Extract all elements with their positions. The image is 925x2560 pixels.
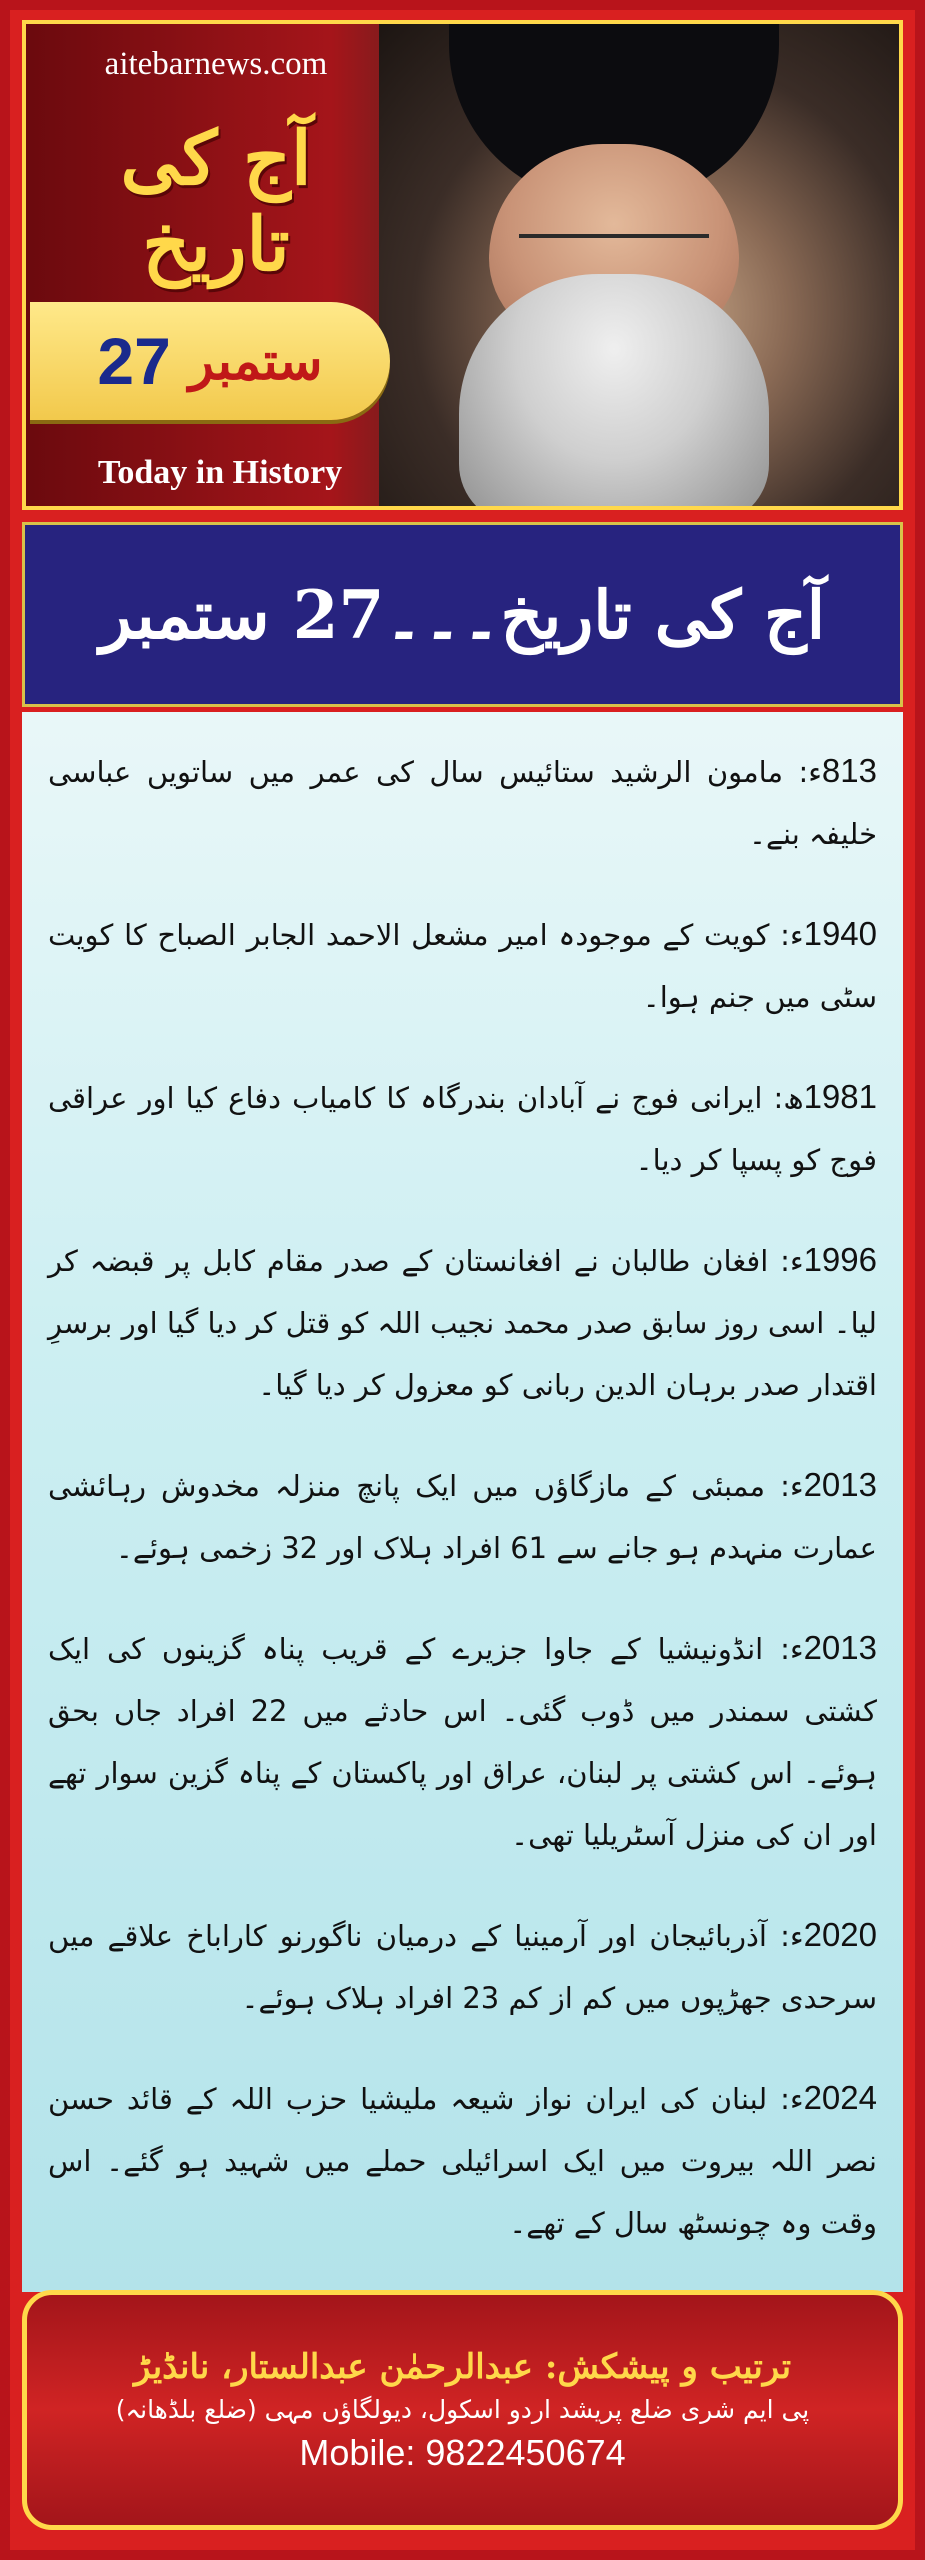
date-badge — [30, 302, 390, 420]
entry-item: 1940ء: کویت کے موجودہ امیر مشعل الاحمد الجابر الصباح کا کویت سٹی میں جنم ہوا۔ — [48, 915, 878, 1014]
entry-year: 1996 — [803, 1241, 877, 1278]
banner-title-urdu: آج کی تاریخ — [120, 116, 312, 288]
entry-item: 2013ء: انڈونیشیا کے جاوا جزیرے کے قریب پناہ گزینوں کی ایک کشتی سمندر میں ڈوب گئی۔ اس حادثے میں 22 افراد جاں بحق ہوئے۔ اس کشتی پر لبنان، عراق اور پاکستان کے پناہ گزین سوار تھے اور ان کی منزل آسٹریلیا تھی۔ — [48, 1629, 877, 1852]
entry-year: 1981 — [803, 1078, 877, 1115]
banner-title-english: Today in History — [97, 454, 343, 491]
entry-year: 2020 — [803, 1916, 878, 1953]
entry-year: 813 — [821, 752, 877, 789]
portrait-beard — [459, 274, 769, 510]
entry-text: انڈونیشیا کے جاوا جزیرے کے قریب پناہ گزینوں کی ایک کشتی سمندر میں ڈوب گئی۔ اس حادثے میں 22 افراد جاں بحق ہوئے۔ اس کشتی پر لبنان، عراق اور پاکستان کے پناہ گزین سوار تھے اور ان کی منزل آسٹریلیا تھی۔ — [48, 1632, 877, 1852]
entry-item: 1981ھ: ایرانی فوج نے آبادان بندرگاہ کا کامیاب دفاع کیا اور عراقی فوج کو پسپا کر دیا۔ — [48, 1078, 877, 1177]
entry-text: ایرانی فوج نے آبادان بندرگاہ کا کامیاب دفاع کیا اور عراقی فوج کو پسپا کر دیا۔ — [48, 1081, 877, 1177]
entry-text: ممبئی کے مازگاؤں میں ایک پانچ منزلہ مخدوش رہائشی عمارت منہدم ہو جانے سے 61 افراد ہلاک اور 32 زخمی ہوئے۔ — [48, 1469, 877, 1565]
date-day: 27 — [97, 324, 171, 398]
entry-text: مامون الرشید ستائیس سال کی عمر میں ساتویں عباسی خلیفہ بنے۔ — [48, 755, 877, 851]
title-bar — [22, 522, 903, 707]
entry-item: 2020ء: آذربائیجان اور آرمینیا کے درمیان ناگورنو کاراباخ علاقے میں سرحدی جھڑپوں میں کم از کم 23 افراد ہلاک ہوئے۔ — [48, 1916, 878, 2015]
credit-school: پی ایم شری ضلع پریشد اردو اسکول، دیولگاؤں مہی (ضلع بلڈھانہ) — [115, 2394, 810, 2424]
entry-era: ء — [789, 1244, 804, 1278]
header-banner — [22, 20, 903, 510]
entry-year: 2013 — [803, 1629, 877, 1666]
entry-era: ء — [789, 1919, 804, 1953]
entry-text: لبنان کی ایران نواز شیعہ ملیشیا حزب اللہ کے قائد حسن نصر اللہ بیروت میں ایک اسرائیلی حملے میں شہید ہو گئے۔ اس وقت وہ چونسٹھ سال کے تھے۔ — [48, 2082, 877, 2240]
entry-era: ء — [789, 918, 804, 952]
site-name: aitebarnews.com — [104, 46, 328, 82]
entry-item: 1996ء: افغان طالبان نے افغانستان کے صدر مقام کابل پر قبضہ کر لیا۔ اسی روز سابق صدر محمد نجیب اللہ کو قتل کر دیا گیا اور برسرِ اقتدار صدر برہان الدین ربانی کو معزول کر دیا گیا۔ — [48, 1241, 877, 1402]
entry-era: ھ — [783, 1081, 804, 1115]
entry-era: ء — [789, 1632, 804, 1666]
credit-author: ترتیب و پیشکش: عبدالرحمٰن عبدالستار، نانڈیڑ — [133, 2346, 792, 2387]
entry-year: 2024 — [803, 2079, 877, 2116]
credit-mobile: Mobile: 9822450674 — [299, 2431, 626, 2473]
entry-year: 2013 — [803, 1466, 877, 1503]
entry-text: افغان طالبان نے افغانستان کے صدر مقام کابل پر قبضہ کر لیا۔ اسی روز سابق صدر محمد نجیب اللہ کو قتل کر دیا گیا اور برسرِ اقتدار صدر برہان الدین ربانی کو معزول کر دیا گیا۔ — [48, 1244, 877, 1402]
entry-item: 813ء: مامون الرشید ستائیس سال کی عمر میں ساتویں عباسی خلیفہ بنے۔ — [48, 752, 877, 851]
credits-footer — [22, 2290, 903, 2530]
history-entries — [22, 712, 903, 2292]
entry-item: 2024ء: لبنان کی ایران نواز شیعہ ملیشیا حزب اللہ کے قائد حسن نصر اللہ بیروت میں ایک اسرائیلی حملے میں شہید ہو گئے۔ اس وقت وہ چونسٹھ سال کے تھے۔ — [48, 2079, 877, 2240]
portrait-glasses — [519, 234, 709, 278]
entry-text: کویت کے موجودہ امیر مشعل الاحمد الجابر الصباح کا کویت سٹی میں جنم ہوا۔ — [48, 918, 877, 1014]
entry-item: 2013ء: ممبئی کے مازگاؤں میں ایک پانچ منزلہ مخدوش رہائشی عمارت منہدم ہو جانے سے 61 افراد ہلاک اور 32 زخمی ہوئے۔ — [48, 1466, 877, 1565]
date-month: ستمبر — [188, 330, 323, 392]
entry-era: ء — [808, 755, 822, 789]
title-bar-text: آج کی تاریخ۔۔۔27 ستمبر — [99, 575, 826, 654]
entry-text: آذربائیجان اور آرمینیا کے درمیان ناگورنو کاراباخ علاقے میں سرحدی جھڑپوں میں کم از کم 23 افراد ہلاک ہوئے۔ — [48, 1919, 877, 2015]
entry-era: ء — [789, 2082, 804, 2116]
entry-year: 1940 — [803, 915, 878, 952]
entry-era: ء — [789, 1469, 804, 1503]
